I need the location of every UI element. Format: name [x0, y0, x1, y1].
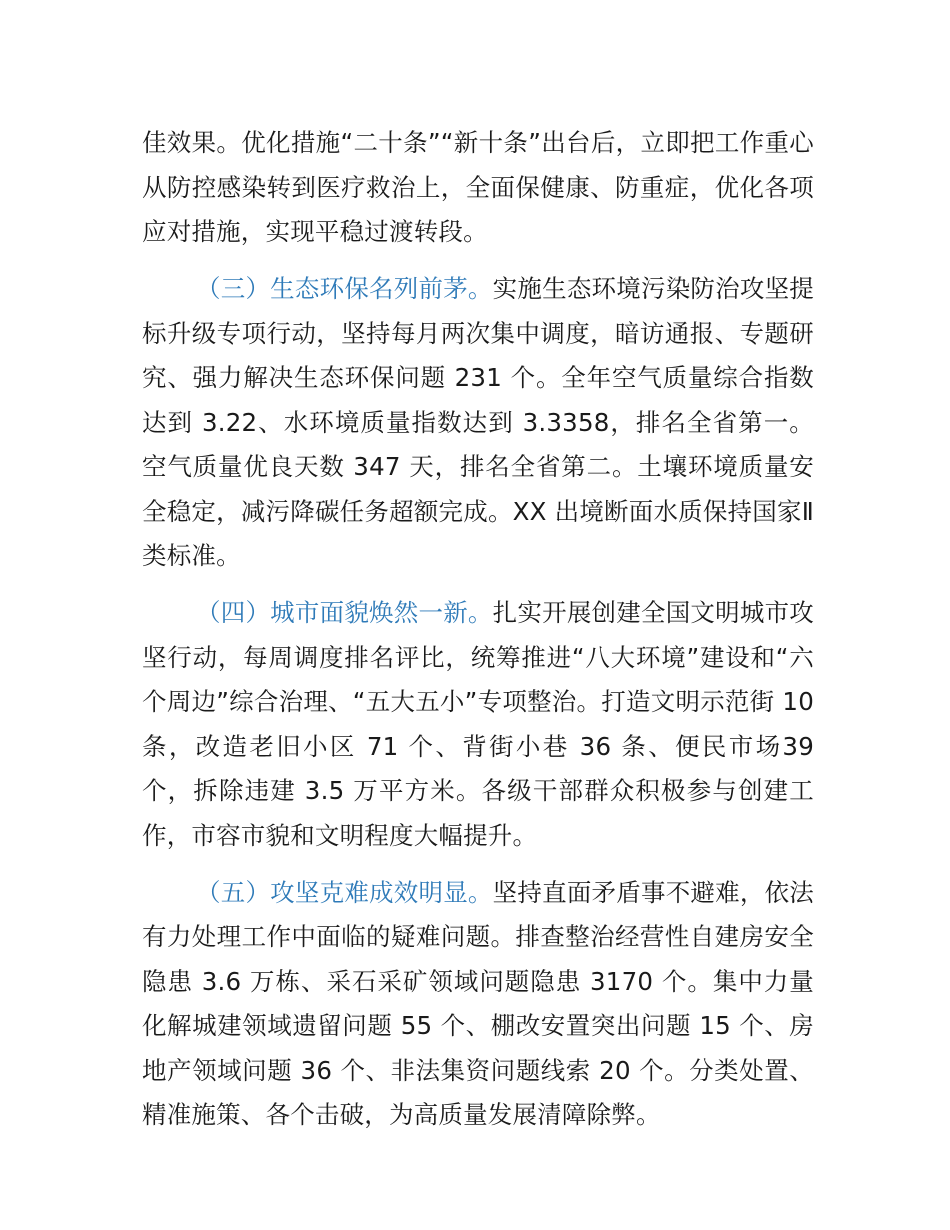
paragraph-ecology [142, 267, 814, 579]
document-body [142, 121, 814, 1150]
section-heading-3: （三）生态环保名列前茅。 [196, 274, 493, 303]
paragraph-challenges [142, 871, 814, 1138]
paragraph-city [142, 591, 814, 858]
paragraph-continuation [142, 121, 814, 255]
section-heading-5: （五）攻坚克难成效明显。 [196, 877, 493, 907]
paragraph-body: 坚持直面矛盾事不避难，依法有力处理工作中面临的疑难问题。排查整治经营性自建房安全隐患 3.6 万栋、采石采矿领域问题隐患 3170 个。集中力量化解城建领域遗留问题 55 个、棚改安置突出问题 15 个、房地产领域问题 36 个、非法集资问题线索 20 个。分类处置、精准施策、各个击破，为高质量发展清障除弊。 [142, 877, 814, 1129]
paragraph-body: 佳效果。优化措施“二十条”“新十条”出台后，立即把工作重心从防控感染转到医疗救治上，全面保健康、防重症，优化各项应对措施，实现平稳过渡转段。 [142, 128, 814, 246]
section-heading-4: （四）城市面貌焕然一新。 [196, 598, 493, 627]
paragraph-body: 扎实开展创建全国文明城市攻坚行动，每周调度排名评比，统筹推进“八大环境”建设和“六个周边”综合治理、“五大五小”专项整治。打造文明示范街 10 条，改造老旧小区 71 个、背街小巷 36 条、便民市场39 个，拆除违建 3.5 万平方米。各级干部群众积极参与创建工作，市容市貌和文明程度大幅提升。 [142, 598, 814, 850]
paragraph-body: 实施生态环境污染防治攻坚提标升级专项行动，坚持每月两次集中调度，暗访通报、专题研究、强力解决生态环保问题 231 个。全年空气质量综合指数达到 3.22、水环境质量指数达到 3.3358，排名全省第一。空气质量优良天数 347 天，排名全省第二。土壤环境质量安全稳定，减污降碳任务超额完成。XX 出境断面水质保持国家Ⅱ类标准。 [142, 274, 814, 570]
